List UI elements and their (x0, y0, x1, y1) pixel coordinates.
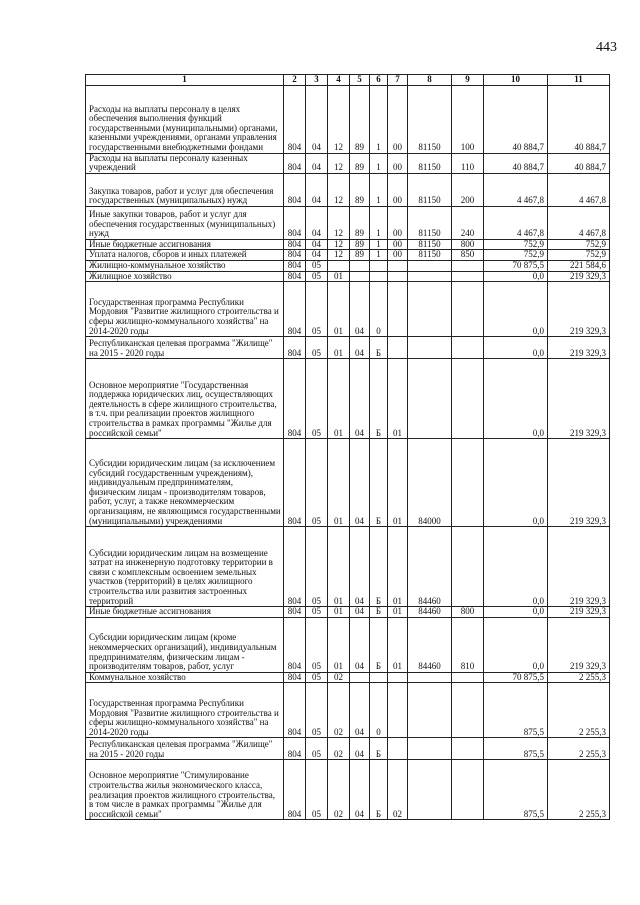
expense-type-code (452, 271, 484, 282)
expense-type-code (452, 760, 484, 820)
expense-type-code (452, 359, 484, 439)
direction-code: 81150 (408, 250, 452, 261)
table-header-row (86, 75, 610, 86)
expense-type-code: 810 (452, 617, 484, 672)
amount-col-10: 875,5 (484, 738, 548, 760)
row-name: Расходы на выплаты персоналу в целях обеспечения выполнения функций государственными (муниципальными) органами, казенными учреждениями, органами управления государственными внебюджетными фондами (86, 85, 284, 153)
event-code (388, 260, 408, 271)
column-header: 8 (408, 75, 452, 86)
subsection-code (328, 260, 350, 271)
amount-col-11: 221 584,6 (548, 260, 610, 271)
table-row (86, 337, 610, 359)
table-row (86, 359, 610, 439)
table-row (86, 173, 610, 206)
direction-code: 84460 (408, 527, 452, 607)
event-code: 01 (388, 527, 408, 607)
column-header: 11 (548, 75, 610, 86)
amount-col-10: 752,9 (484, 250, 548, 261)
column-header: 7 (388, 75, 408, 86)
table-row (86, 282, 610, 337)
program-code (350, 260, 370, 271)
event-code: 00 (388, 239, 408, 250)
table-row (86, 760, 610, 820)
amount-col-10: 0,0 (484, 527, 548, 607)
direction-code (408, 672, 452, 683)
row-name: Жилищно-коммунальное хозяйство (86, 260, 284, 271)
event-code (388, 282, 408, 337)
expense-type-code: 800 (452, 239, 484, 250)
direction-code (408, 760, 452, 820)
table-row (86, 153, 610, 173)
budget-table (85, 74, 610, 820)
section-code: 05 (306, 282, 328, 337)
admin-code: 804 (284, 683, 306, 738)
row-name: Расходы на выплаты персоналу казенных учреждений (86, 153, 284, 173)
event-code: 01 (388, 607, 408, 618)
direction-code: 81150 (408, 85, 452, 153)
subsection-code: 01 (328, 282, 350, 337)
direction-code: 81150 (408, 173, 452, 206)
direction-code: 81150 (408, 206, 452, 239)
program-code: 04 (350, 527, 370, 607)
direction-code (408, 683, 452, 738)
section-code: 05 (306, 260, 328, 271)
amount-col-10: 0,0 (484, 617, 548, 672)
expense-type-code: 110 (452, 153, 484, 173)
subsection-code: 01 (328, 617, 350, 672)
subprogram-code: 1 (370, 250, 388, 261)
table-row (86, 85, 610, 153)
amount-col-11: 4 467,8 (548, 206, 610, 239)
subsection-code: 01 (328, 607, 350, 618)
table-row (86, 239, 610, 250)
subsection-code: 02 (328, 672, 350, 683)
event-code: 00 (388, 153, 408, 173)
program-code: 04 (350, 282, 370, 337)
amount-col-10: 0,0 (484, 282, 548, 337)
program-code: 04 (350, 359, 370, 439)
section-code: 05 (306, 672, 328, 683)
direction-code: 84460 (408, 607, 452, 618)
subprogram-code: Б (370, 607, 388, 618)
event-code: 00 (388, 173, 408, 206)
subprogram-code (370, 260, 388, 271)
direction-code (408, 337, 452, 359)
direction-code (408, 260, 452, 271)
row-name: Закупка товаров, работ и услуг для обеспечения государственных (муниципальных) нужд (86, 173, 284, 206)
table-row (86, 206, 610, 239)
section-code: 05 (306, 617, 328, 672)
table-row (86, 260, 610, 271)
row-name: Субсидии юридическим лицам (за исключением субсидий государственным учреждениям), индивидуальным предпринимателям, физическим лицам - производителям товаров, работ, услуг, а также некоммерческим организациям, не являющимся государственными (муниципальными) учреждениями (86, 439, 284, 527)
event-code: 01 (388, 439, 408, 527)
row-name: Основное мероприятие "Стимулирование строительства жилья экономического класса, реализация проектов жилищного строительства, в том числе в рамках программы "Жилье для российской семьи" (86, 760, 284, 820)
section-code: 04 (306, 250, 328, 261)
expense-type-code (452, 527, 484, 607)
amount-col-10: 70 875,5 (484, 672, 548, 683)
expense-type-code (452, 337, 484, 359)
program-code (350, 672, 370, 683)
amount-col-11: 219 329,3 (548, 359, 610, 439)
subsection-code: 01 (328, 439, 350, 527)
subsection-code: 01 (328, 359, 350, 439)
column-header: 3 (306, 75, 328, 86)
event-code (388, 337, 408, 359)
amount-col-10: 40 884,7 (484, 153, 548, 173)
amount-col-11: 752,9 (548, 239, 610, 250)
subprogram-code: Б (370, 439, 388, 527)
subprogram-code: Б (370, 359, 388, 439)
row-name: Коммунальное хозяйство (86, 672, 284, 683)
direction-code (408, 271, 452, 282)
amount-col-11: 752,9 (548, 250, 610, 261)
amount-col-10: 0,0 (484, 607, 548, 618)
amount-col-11: 219 329,3 (548, 271, 610, 282)
event-code: 00 (388, 206, 408, 239)
amount-col-11: 2 255,3 (548, 672, 610, 683)
admin-code: 804 (284, 337, 306, 359)
admin-code: 804 (284, 153, 306, 173)
program-code: 04 (350, 738, 370, 760)
subprogram-code: Б (370, 617, 388, 672)
program-code: 04 (350, 683, 370, 738)
subprogram-code: Б (370, 760, 388, 820)
subprogram-code (370, 271, 388, 282)
subprogram-code: Б (370, 527, 388, 607)
row-name: Иные бюджетные ассигнования (86, 607, 284, 618)
amount-col-10: 0,0 (484, 271, 548, 282)
amount-col-10: 875,5 (484, 683, 548, 738)
amount-col-10: 0,0 (484, 439, 548, 527)
amount-col-11: 40 884,7 (548, 153, 610, 173)
table-row (86, 607, 610, 618)
admin-code: 804 (284, 738, 306, 760)
subprogram-code (370, 672, 388, 683)
admin-code: 804 (284, 282, 306, 337)
page-number: 443 (596, 40, 617, 55)
section-code: 04 (306, 239, 328, 250)
amount-col-11: 4 467,8 (548, 173, 610, 206)
amount-col-11: 219 329,3 (548, 282, 610, 337)
admin-code: 804 (284, 359, 306, 439)
table-row (86, 271, 610, 282)
subsection-code: 12 (328, 85, 350, 153)
row-name: Основное мероприятие "Государственная поддержка юридических лиц, осуществляющих деятельность в сфере жилищного строительства, в т.ч. при реализации проектов жилищного строительства в рамках программы "Жилье для российской семьи" (86, 359, 284, 439)
program-code: 04 (350, 439, 370, 527)
column-header: 2 (284, 75, 306, 86)
program-code: 89 (350, 173, 370, 206)
program-code: 04 (350, 760, 370, 820)
amount-col-11: 219 329,3 (548, 439, 610, 527)
direction-code: 81150 (408, 153, 452, 173)
row-name: Субсидии юридическим лицам на возмещение затрат на инженерную подготовку территории в связи с комплексным освоением земельных участков (территорий) в целях жилищного строительства или развития застроенных территорий (86, 527, 284, 607)
event-code (388, 271, 408, 282)
row-name: Республиканская целевая программа "Жилище" на 2015 - 2020 годы (86, 337, 284, 359)
expense-type-code (452, 439, 484, 527)
program-code: 89 (350, 250, 370, 261)
amount-col-11: 219 329,3 (548, 607, 610, 618)
subprogram-code: 1 (370, 206, 388, 239)
row-name: Уплата налогов, сборов и иных платежей (86, 250, 284, 261)
direction-code: 84000 (408, 439, 452, 527)
admin-code: 804 (284, 760, 306, 820)
admin-code: 804 (284, 527, 306, 607)
expense-type-code (452, 738, 484, 760)
section-code: 04 (306, 206, 328, 239)
row-name: Республиканская целевая программа "Жилище" на 2015 - 2020 годы (86, 738, 284, 760)
subsection-code: 02 (328, 683, 350, 738)
admin-code: 804 (284, 617, 306, 672)
amount-col-10: 4 467,8 (484, 173, 548, 206)
subprogram-code: 1 (370, 239, 388, 250)
table-row (86, 672, 610, 683)
table-row (86, 738, 610, 760)
section-code: 05 (306, 683, 328, 738)
subsection-code: 01 (328, 527, 350, 607)
direction-code (408, 738, 452, 760)
section-code: 04 (306, 85, 328, 153)
admin-code: 804 (284, 260, 306, 271)
admin-code: 804 (284, 271, 306, 282)
section-code: 05 (306, 271, 328, 282)
subsection-code: 02 (328, 760, 350, 820)
program-code: 89 (350, 85, 370, 153)
direction-code: 84460 (408, 617, 452, 672)
column-header: 10 (484, 75, 548, 86)
expense-type-code: 200 (452, 173, 484, 206)
direction-code (408, 282, 452, 337)
event-code (388, 683, 408, 738)
subsection-code: 12 (328, 173, 350, 206)
subsection-code: 02 (328, 738, 350, 760)
program-code: 89 (350, 153, 370, 173)
amount-col-10: 40 884,7 (484, 85, 548, 153)
table-row (86, 527, 610, 607)
table-row (86, 683, 610, 738)
event-code: 00 (388, 250, 408, 261)
section-code: 04 (306, 153, 328, 173)
expense-type-code: 100 (452, 85, 484, 153)
amount-col-10: 0,0 (484, 337, 548, 359)
amount-col-11: 40 884,7 (548, 85, 610, 153)
program-code: 89 (350, 239, 370, 250)
subprogram-code: 0 (370, 683, 388, 738)
table-row (86, 617, 610, 672)
program-code (350, 271, 370, 282)
column-header: 1 (86, 75, 284, 86)
subsection-code: 12 (328, 239, 350, 250)
row-name: Иные закупки товаров, работ и услуг для обеспечения государственных (муниципальных) нужд (86, 206, 284, 239)
event-code: 00 (388, 85, 408, 153)
section-code: 05 (306, 738, 328, 760)
amount-col-11: 2 255,3 (548, 760, 610, 820)
expense-type-code (452, 260, 484, 271)
expense-type-code: 850 (452, 250, 484, 261)
row-name: Государственная программа Республики Мордовия "Развитие жилищного строительства и сферы жилищно-коммунального хозяйства" на 2014-2020 годы (86, 683, 284, 738)
program-code: 04 (350, 607, 370, 618)
section-code: 05 (306, 359, 328, 439)
amount-col-11: 2 255,3 (548, 738, 610, 760)
subprogram-code: Б (370, 337, 388, 359)
expense-type-code (452, 683, 484, 738)
direction-code: 81150 (408, 239, 452, 250)
subprogram-code: 1 (370, 173, 388, 206)
subprogram-code: Б (370, 738, 388, 760)
row-name: Субсидии юридическим лицам (кроме некоммерческих организаций), индивидуальным предпринимателям, физическим лицам - производителям товаров, работ, услуг (86, 617, 284, 672)
table-row (86, 250, 610, 261)
section-code: 05 (306, 527, 328, 607)
amount-col-10: 70 875,5 (484, 260, 548, 271)
event-code (388, 672, 408, 683)
column-header: 6 (370, 75, 388, 86)
table-row (86, 439, 610, 527)
program-code: 89 (350, 206, 370, 239)
section-code: 05 (306, 439, 328, 527)
event-code (388, 738, 408, 760)
admin-code: 804 (284, 85, 306, 153)
subsection-code: 12 (328, 153, 350, 173)
program-code: 04 (350, 617, 370, 672)
admin-code: 804 (284, 239, 306, 250)
subprogram-code: 1 (370, 85, 388, 153)
admin-code: 804 (284, 439, 306, 527)
section-code: 05 (306, 760, 328, 820)
event-code: 01 (388, 359, 408, 439)
subprogram-code: 0 (370, 282, 388, 337)
admin-code: 804 (284, 607, 306, 618)
amount-col-10: 752,9 (484, 239, 548, 250)
expense-type-code: 800 (452, 607, 484, 618)
amount-col-10: 0,0 (484, 359, 548, 439)
expense-type-code (452, 672, 484, 683)
column-header: 5 (350, 75, 370, 86)
subsection-code: 01 (328, 337, 350, 359)
amount-col-11: 219 329,3 (548, 617, 610, 672)
row-name: Государственная программа Республики Мордовия "Развитие жилищного строительства и сферы жилищно-коммунального хозяйства" на 2014-2020 годы (86, 282, 284, 337)
amount-col-10: 875,5 (484, 760, 548, 820)
section-code: 05 (306, 337, 328, 359)
section-code: 04 (306, 173, 328, 206)
subprogram-code: 1 (370, 153, 388, 173)
admin-code: 804 (284, 672, 306, 683)
column-header: 4 (328, 75, 350, 86)
admin-code: 804 (284, 173, 306, 206)
admin-code: 804 (284, 250, 306, 261)
event-code: 01 (388, 617, 408, 672)
row-name: Жилищное хозяйство (86, 271, 284, 282)
amount-col-10: 4 467,8 (484, 206, 548, 239)
subsection-code: 01 (328, 271, 350, 282)
subsection-code: 12 (328, 206, 350, 239)
direction-code (408, 359, 452, 439)
amount-col-11: 219 329,3 (548, 337, 610, 359)
amount-col-11: 2 255,3 (548, 683, 610, 738)
section-code: 05 (306, 607, 328, 618)
admin-code: 804 (284, 206, 306, 239)
program-code: 04 (350, 337, 370, 359)
row-name: Иные бюджетные ассигнования (86, 239, 284, 250)
column-header: 9 (452, 75, 484, 86)
expense-type-code (452, 282, 484, 337)
expense-type-code: 240 (452, 206, 484, 239)
event-code: 02 (388, 760, 408, 820)
subsection-code: 12 (328, 250, 350, 261)
amount-col-11: 219 329,3 (548, 527, 610, 607)
